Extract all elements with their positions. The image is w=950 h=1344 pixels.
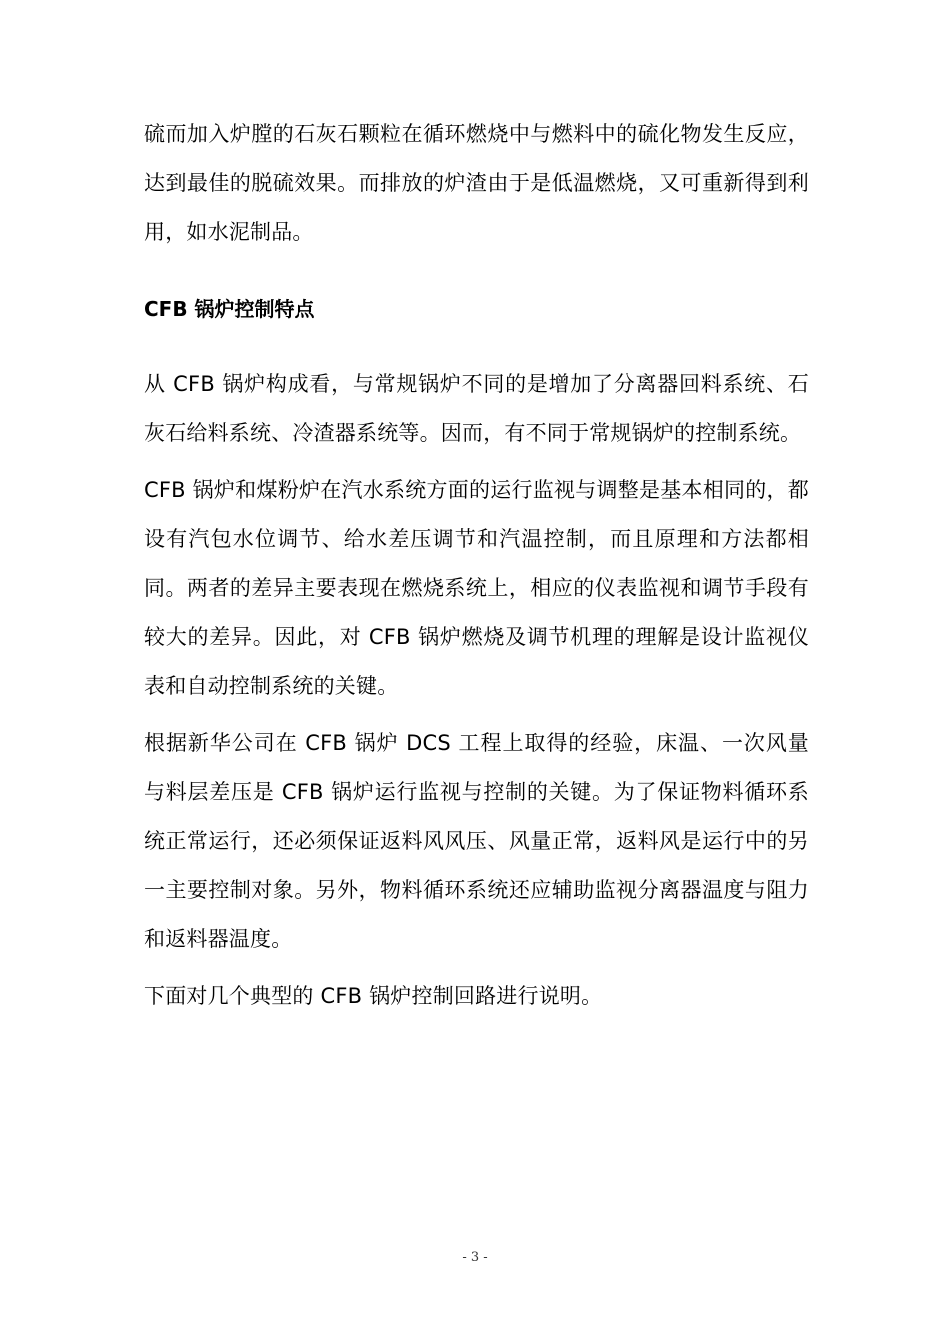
page-content	[144, 110, 809, 1021]
section-body	[144, 360, 809, 1021]
paragraph-control-loops-intro: 下面对几个典型的 CFB 锅炉控制回路进行说明。	[144, 984, 603, 1008]
intro-paragraph: 硫而加入炉膛的石灰石颗粒在循环燃烧中与燃料中的硫化物发生反应，达到最佳的脱硫效果。而排放的炉渣由于是低温燃烧，又可重新得到利用，如水泥制品。	[144, 122, 809, 244]
paragraph-steam-water-system: CFB 锅炉和煤粉炉在汽水系统方面的运行监视与调整是基本相同的，都设有汽包水位调节、给水差压调节和汽温控制，而且原理和方法都相同。两者的差异主要表现在燃烧系统上，相应的仪表监视和调节手段有较大的差异。因此，对 CFB 锅炉燃烧及调节机理的理解是设计监视仪表和自动控制系统的关键。	[144, 478, 809, 698]
paragraph-xinhua-experience: 根据新华公司在 CFB 锅炉 DCS 工程上取得的经验，床温、一次风量与料层差压是 CFB 锅炉运行监视与控制的关键。为了保证物料循环系统正常运行，还必须保证返料风风压、风量正常，返料风是运行中的另一主要控制对象。另外，物料循环系统还应辅助监视分离器温度与阻力和返料器温度。	[144, 731, 809, 951]
section-heading: CFB 锅炉控制特点	[144, 297, 315, 321]
paragraph-cfb-structure: 从 CFB 锅炉构成看，与常规锅炉不同的是增加了分离器回料系统、石灰石给料系统、冷渣器系统等。因而，有不同于常规锅炉的控制系统。	[144, 372, 809, 445]
page-number: - 3 -	[462, 1250, 488, 1265]
